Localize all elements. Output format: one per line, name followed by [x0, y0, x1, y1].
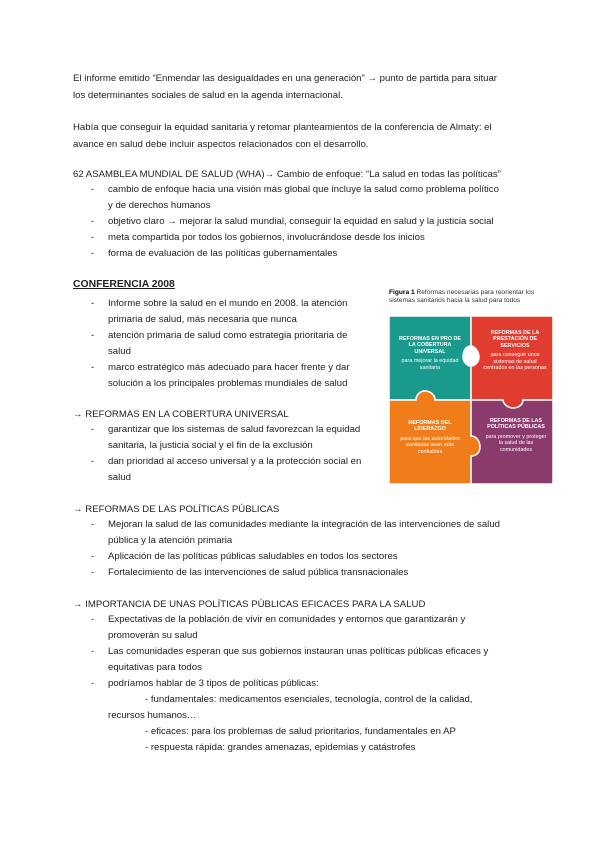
almaty-paragraph — [73, 119, 492, 153]
bullet-dash: - — [91, 216, 95, 227]
figure-caption — [389, 289, 553, 305]
list-item: sanitaria, la justicia social y el fin de la exclusión — [108, 440, 313, 451]
list-item: - eficaces: para los problemas de salud prioritarios, fundamentales en AP — [145, 726, 456, 737]
list-item: solución a los principales problemas mundiales de salud — [108, 378, 348, 389]
list-item: recursos humanos… — [108, 710, 197, 721]
list-item: atención primaria de salud como estrategia prioritaria de — [108, 330, 348, 341]
politicas-heading: → REFORMAS DE LAS POLÍTICAS PÚBLICAS — [73, 504, 280, 515]
figure-caption-text: Reformas necesarias para reorientar los sistemas sanitarios hacia la salud para todos — [389, 289, 535, 304]
list-item: salud — [108, 346, 131, 357]
bullet-dash: - — [91, 184, 95, 195]
almaty-line-1: Había que conseguir la equidad sanitaria y retomar planteamientos de la conferencia de Almaty: el — [73, 122, 492, 133]
list-item: meta compartida por todos los gobiernos, involucrándose desde los inicios — [108, 232, 425, 243]
list-item: primaria de salud, más necesaria que nunca — [108, 314, 297, 325]
list-item: Las comunidades esperan que sus gobiernos instauran unas políticas públicas eficaces y — [108, 646, 489, 657]
intro-line-2: los determinantes sociales de salud en la agenda internacional. — [73, 90, 343, 101]
puzzle-text-prestacion: REFORMAS DE LA PRESTACIÓN DE SERVICIOS para conseguir unos sistemas de salud centrados en las personas — [483, 330, 547, 372]
bullet-dash: - — [91, 362, 95, 373]
list-item: cambio de enfoque hacia una visión más global que incluye la salud como problema político — [108, 184, 499, 195]
wha-heading: 62 ASAMBLEA MUNDIAL DE SALUD (WHA)→ Cambio de enfoque: “La salud en todas las políticas” — [73, 169, 501, 180]
list-item: promoverán su salud — [108, 630, 198, 641]
bullet-dash: - — [91, 519, 95, 530]
almaty-line-2: avance en salud debe incluir aspectos relacionados con el desarrollo. — [73, 139, 369, 150]
list-item: Fortalecimiento de las intervenciones de salud pública transnacionales — [108, 567, 409, 578]
list-item: Informe sobre la salud en el mundo en 2008. la atención — [108, 298, 348, 309]
list-item: - fundamentales: medicamentos esenciales, tecnología, control de la calidad, — [145, 694, 473, 705]
figure-reformas — [389, 289, 553, 486]
list-item: podríamos hablar de 3 tipos de políticas públicas: — [108, 678, 319, 689]
bullet-dash: - — [91, 298, 95, 309]
list-item: y de derechos humanos — [108, 200, 211, 211]
list-item: salud — [108, 472, 131, 483]
list-item: garantizar que los sistemas de salud favorezcan la equidad — [108, 424, 361, 435]
figure-label: Figura 1 — [389, 289, 415, 296]
bullet-dash: - — [91, 614, 95, 625]
puzzle-diagram — [389, 316, 553, 484]
bullet-dash: - — [91, 646, 95, 657]
puzzle-text-cobertura: REFORMAS EN PRO DE LA COBERTURA UNIVERSAL para mejorar la equidad sanitaria — [399, 336, 461, 371]
bullet-dash: - — [91, 567, 95, 578]
cobertura-heading: → REFORMAS EN LA COBERTURA UNIVERSAL — [73, 409, 289, 420]
list-item: Mejoran la salud de las comunidades mediante la integración de las intervenciones de salud — [108, 519, 500, 530]
bullet-dash: - — [91, 551, 95, 562]
bullet-dash: - — [91, 232, 95, 243]
bullet-dash: - — [91, 330, 95, 341]
intro-paragraph — [73, 70, 497, 104]
list-item: dan prioridad al acceso universal y a la protección social en — [108, 456, 362, 467]
section-heading-conferencia: CONFERENCIA 2008 — [73, 279, 175, 290]
bullet-dash: - — [91, 456, 95, 467]
list-item: Aplicación de las políticas públicas saludables en todos los sectores — [108, 551, 398, 562]
importancia-heading: → IMPORTANCIA DE UNAS POLÍTICAS PÚBLICAS EFICACES PARA LA SALUD — [73, 599, 426, 610]
bullet-dash: - — [91, 248, 95, 259]
puzzle-text-liderazgo: REFORMAS DEL LIDERAZGO para que las autoridades sanitarias sean más confiables — [400, 420, 460, 455]
list-item: marco estratégico más adecuado para hacer frente y dar — [108, 362, 350, 373]
list-item: objetivo claro → mejorar la salud mundial, conseguir la equidad en salud y la justicia social — [108, 216, 494, 227]
puzzle-text-politicas: REFORMAS DE LAS POLÍTICAS PÚBLICAS para promover y proteger la salud de las comunidades — [485, 418, 547, 453]
intro-line-1: El informe emitido “Enmendar las desigualdades en una generación” → punto de partida para situar — [73, 73, 497, 84]
list-item: - respuesta rápida: grandes amenazas, epidemias y catástrofes — [145, 742, 416, 753]
list-item: forma de evaluación de las políticas gubernamentales — [108, 248, 338, 259]
list-item: Expectativas de la población de vivir en comunidades y entornos que garantizarán y — [108, 614, 466, 625]
list-item: equitativas para todos — [108, 662, 202, 673]
bullet-dash: - — [91, 424, 95, 435]
bullet-dash: - — [91, 678, 95, 689]
list-item: pública y la atención primaria — [108, 535, 233, 546]
